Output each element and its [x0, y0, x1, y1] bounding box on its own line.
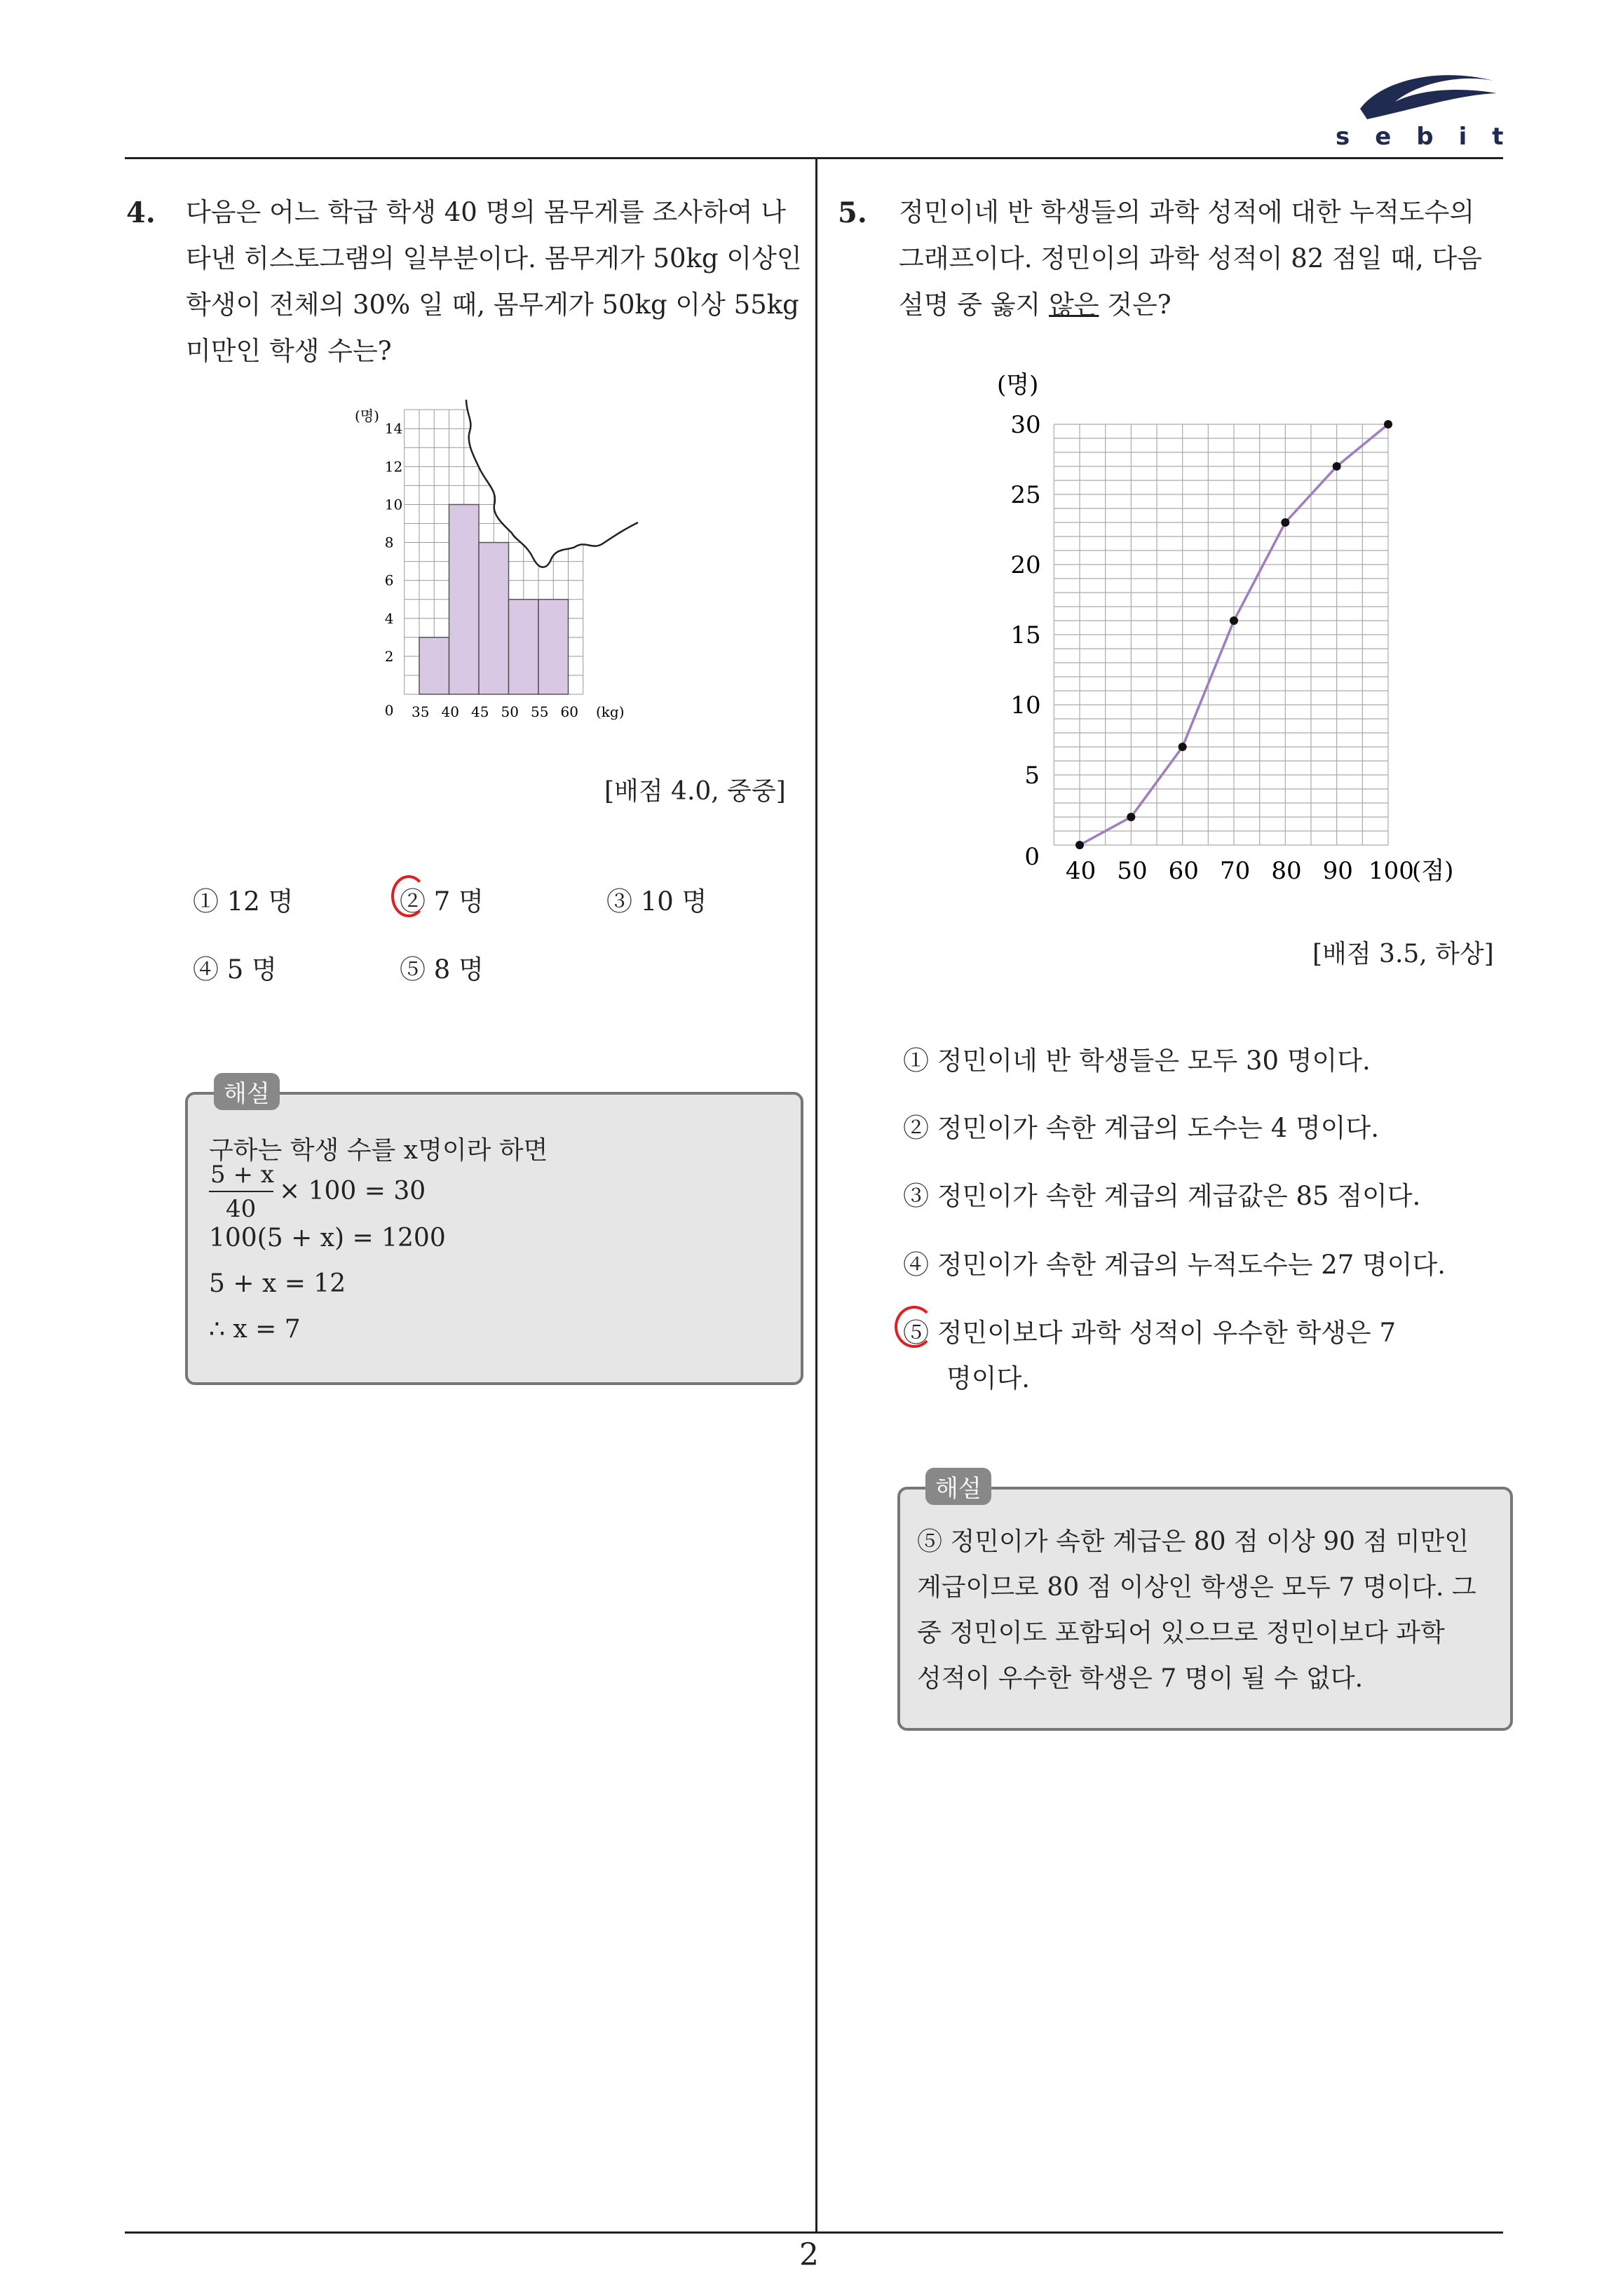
hist-x-tick-label: 45	[471, 703, 489, 720]
cum-data-point	[1179, 743, 1187, 751]
hist-bar	[509, 600, 539, 694]
cum-x-axis-label: (점)	[1412, 857, 1454, 885]
column-divider	[815, 157, 817, 2233]
hist-x-tick-label: 35	[412, 703, 430, 720]
q5-solution-line: 성적이 우수한 학생은 7 명이 될 수 없다.	[917, 1664, 1364, 1693]
cum-x-tick-label: 90	[1322, 857, 1353, 885]
hist-y-tick-label: 0	[384, 702, 394, 719]
q4-solution-fraction-denominator: 40	[226, 1195, 257, 1223]
hist-bar	[479, 543, 509, 694]
q5-choice-1[interactable]: ① 정민이네 반 학생들은 모두 30 명이다.	[903, 1046, 1371, 1076]
q5-solution-line: 계급이므로 80 점 이상인 학생은 모두 7 명이다. 그	[917, 1573, 1476, 1602]
q5-text-line: 그래프이다. 정민이의 과학 성적이 82 점일 때, 다음	[899, 243, 1483, 274]
q5-choice-5-continued: 명이다.	[946, 1363, 1030, 1393]
q5-choice-2[interactable]: ② 정민이가 속한 계급의 도수는 4 명이다.	[903, 1113, 1379, 1143]
hist-y-tick-label: 8	[384, 534, 394, 551]
q4-solution-line: ∴ x = 7	[209, 1315, 301, 1344]
cum-data-point	[1333, 462, 1341, 471]
hist-bar	[538, 600, 569, 694]
cum-x-tick-label: 80	[1271, 857, 1302, 885]
brand-text: sebit	[1336, 123, 1529, 151]
cum-data-point	[1075, 841, 1084, 849]
q4-choice-1[interactable]: ① 12 명	[193, 886, 294, 917]
q5-solution-line: 중 정민이도 포함되어 있으므로 정민이보다 과학	[917, 1619, 1445, 1647]
header-rule	[125, 157, 1503, 159]
q5-choice-4[interactable]: ④ 정민이가 속한 계급의 누적도수는 27 명이다.	[903, 1250, 1446, 1280]
cum-data-point	[1230, 616, 1238, 625]
hist-x-axis-label: (kg)	[596, 703, 625, 720]
cum-y-tick-label: 20	[1010, 551, 1041, 579]
q4-solution-line: × 100 = 30	[279, 1177, 426, 1206]
hist-y-tick-label: 10	[384, 496, 403, 513]
q4-choice-5[interactable]: ⑤ 8 명	[400, 954, 484, 985]
fraction-bar	[209, 1191, 273, 1192]
q5-text-segment: 것은?	[1099, 290, 1172, 320]
hist-bar	[449, 504, 480, 694]
q5-text-line: 정민이네 반 학생들의 과학 성적에 대한 누적도수의	[899, 197, 1475, 227]
q4-answer-mark	[391, 875, 426, 917]
q4-text-line: 타낸 히스토그램의 일부분이다. 몸무게가 50kg 이상인	[186, 243, 802, 274]
hist-y-axis-label: (명)	[355, 407, 379, 424]
q4-choice-3[interactable]: ③ 10 명	[606, 886, 707, 917]
cum-x-tick-label: 60	[1168, 857, 1199, 885]
q4-solution-tag: 해설	[214, 1073, 280, 1110]
q5-choice-5[interactable]: ⑤ 정민이보다 과학 성적이 우수한 학생은 7	[903, 1318, 1396, 1348]
q4-score: [배점 4.0, 중중]	[604, 777, 786, 806]
hist-bar	[419, 637, 449, 694]
cum-y-tick-label: 0	[1024, 843, 1040, 871]
q4-text-line: 학생이 전체의 30% 일 때, 몸무게가 50kg 이상 55kg	[186, 290, 799, 320]
q4-choice-4[interactable]: ④ 5 명	[193, 954, 277, 985]
q5-solution-line: ⑤ 정민이가 속한 계급은 80 점 이상 90 점 미만인	[917, 1527, 1469, 1556]
q4-text-line: 미만인 학생 수는?	[186, 336, 392, 366]
q5-text	[899, 189, 1482, 328]
hist-y-tick-label: 14	[384, 420, 403, 438]
q5-solution-tag: 해설	[925, 1468, 991, 1505]
q5-choice-3[interactable]: ③ 정민이가 속한 계급의 계급값은 85 점이다.	[903, 1181, 1421, 1211]
cum-y-tick-label: 5	[1024, 762, 1040, 790]
hist-x-tick-label: 50	[501, 703, 519, 720]
hist-y-tick-label: 6	[384, 572, 394, 589]
histogram-chart	[337, 400, 638, 729]
cum-x-tick-label: 70	[1220, 857, 1251, 885]
footer-rule	[125, 2231, 1503, 2234]
hist-y-tick-label: 12	[384, 458, 403, 475]
q4-solution-line: 구하는 학생 수를 x명이라 하면	[209, 1136, 548, 1165]
cum-x-tick-label: 100	[1369, 857, 1414, 885]
cumulative-frequency-chart	[982, 368, 1454, 887]
cum-y-tick-label: 30	[1010, 411, 1041, 439]
q4-text-line: 다음은 어느 학급 학생 40 명의 몸무게를 조사하여 나	[186, 197, 787, 227]
q5-text-line	[899, 282, 1482, 328]
cum-y-tick-label: 25	[1010, 481, 1041, 509]
cum-y-axis-label: (명)	[997, 371, 1039, 399]
q4-number: 4.	[126, 196, 156, 229]
cum-x-tick-label: 40	[1066, 857, 1096, 885]
cum-data-point	[1281, 518, 1289, 527]
cum-y-tick-label: 15	[1010, 621, 1041, 649]
cum-data-point	[1127, 813, 1135, 821]
q5-text-segment: 설명 중 옳지	[899, 290, 1049, 320]
q4-choice-2[interactable]: ② 7 명	[400, 886, 484, 917]
q5-underlined-word: 않은	[1049, 290, 1099, 320]
cum-x-tick-label: 50	[1117, 857, 1148, 885]
q4-text	[186, 189, 802, 374]
cum-y-tick-label: 10	[1010, 691, 1041, 720]
q4-solution-line: 100(5 + x) = 1200	[209, 1224, 446, 1252]
q5-number: 5.	[838, 196, 867, 229]
hist-x-tick-label: 60	[560, 703, 578, 720]
hist-x-tick-label: 55	[531, 703, 549, 720]
q5-score: [배점 3.5, 하상]	[1312, 940, 1494, 968]
hist-y-tick-label: 4	[384, 609, 394, 627]
hist-y-tick-label: 2	[384, 647, 394, 665]
cum-data-point	[1384, 420, 1392, 428]
hist-x-tick-label: 40	[441, 703, 459, 720]
sebit-swoosh-icon	[1353, 67, 1514, 123]
q4-solution-fraction-numerator: 5 + x	[210, 1161, 274, 1189]
q4-solution-line: 5 + x = 12	[209, 1269, 346, 1298]
page-number: 2	[799, 2237, 819, 2273]
q5-answer-mark	[895, 1306, 934, 1348]
